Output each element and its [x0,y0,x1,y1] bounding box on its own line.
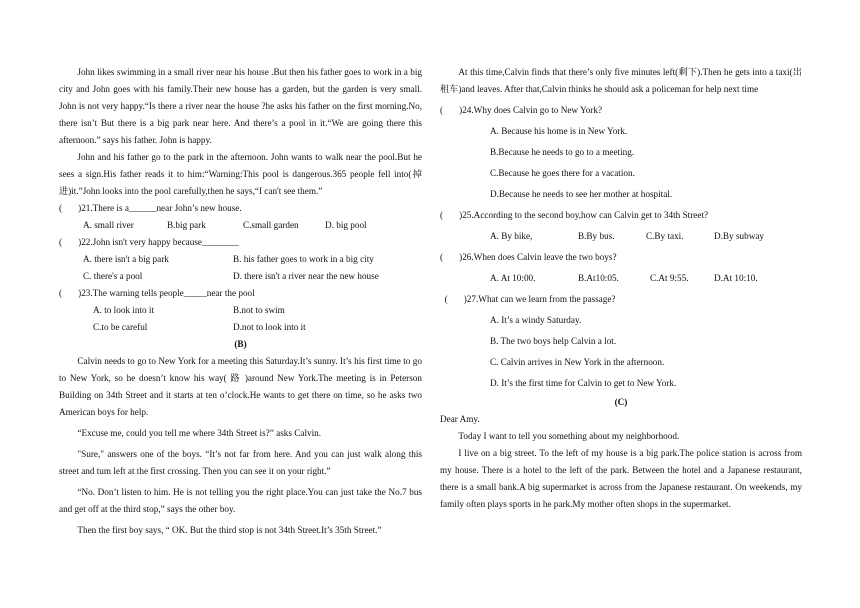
q22-option-c: C. there's a pool [83,271,143,281]
passage-a-paragraph-1: John likes swimming in a small river near his house .But then his father goes to work in a big city and John goes with his family.Their new house has a garden, but the garden is very small. John is not very happy.“Is there a river near the house ?he asks his father on the first morning.No, there isn’t But there is a big park near here. And there’s a pool in it.“We are going there this afternoon.” says his father. John is happy. [59,67,422,145]
question-25: ( )25.According to the second boy,how can Calvin get to 34th Street? [440,210,709,220]
q26-option-a: A. At 10:00. [490,273,536,283]
question-27: ( )27.What can we learn from the passage? [440,294,616,304]
q25-option-d: D.By subway [714,231,765,241]
passage-b-paragraph-1: Calvin needs to go to New York for a meeting this Saturday.It’s sunny. It’s his first time to go to New York, so he doesn’t know his way( 路 )around New York.The meeting is in Peterson Building on 34th Street and it starts at ten o’clock.He wants to get there on time, so he asks two American boys for help. [59,356,422,417]
right-column [440,64,802,513]
question-25-options [440,228,802,245]
q21-option-a: A. small river [83,220,134,230]
letter-paragraph-1: Today I want to tell you something about my neighborhood. [458,431,680,441]
question-24-options [440,123,802,203]
q22-option-a: A. there isn't a big park [83,254,169,264]
question-22-options-row2 [59,268,422,285]
q25-option-a: A. By bike, [490,231,533,241]
question-24: ( )24.Why does Calvin go to New York? [440,105,603,115]
q24-option-d: D.Because he needs to see her mother at hospital. [490,189,673,199]
question-26: ( )26.When does Calvin leave the two boys? [440,252,617,262]
left-column [59,64,422,539]
letter-paragraph-2: I live on a big street. To the left of my house is a big park.The police station is across from my house. There is a hotel to the left of the park. Between the hotel and a Japanese restaurant, there is a small bank.A big supermarket is across from the Japanese restaurant. On weekends, my family often plays sports in he park.My mother often shops in the supermarket. [440,448,802,509]
section-b-heading: (B) [234,339,247,349]
q26-option-c: C.At 9:55. [650,273,689,283]
passage-b-paragraph-4: “No. Don’t listen to him. He is not telling you the right place.You can just take the No.7 bus and get off at the third stop,” says the other boy. [59,487,422,514]
q27-option-a: A. It’s a windy Saturday. [490,315,582,325]
q21-option-d: D. big pool [325,220,367,230]
question-23: ( )23.The warning tells people_____near the pool [59,288,255,298]
letter-greeting: Dear Amy. [440,414,480,424]
passage-b-paragraph-2: “Excuse me, could you tell me where 34th Street is?” asks Calvin. [77,428,322,438]
q24-option-a: A. Because his home is in New York. [490,126,628,136]
q21-option-c: C.small garden [243,220,299,230]
q27-option-b: B. The two boys help Calvin a lot. [490,336,617,346]
q27-option-c: C. Calvin arrives in New York in the afternoon. [490,357,665,367]
q22-option-b: B. his father goes to work in a big city [233,254,374,264]
question-26-options [440,270,802,287]
q25-option-b: B.By bus. [578,231,615,241]
q22-option-d: D. there isn't a river near the new house [233,271,379,281]
question-27-options [440,312,802,392]
q23-option-c: C.to be careful [93,322,148,332]
q24-option-c: C.Because he goes there for a vacation. [490,168,635,178]
q25-option-c: C.By taxi. [646,231,684,241]
q26-option-b: B.At10:05. [578,273,619,283]
q24-option-b: B.Because he needs to go to a meeting. [490,147,635,157]
q27-option-d: D. It’s the first time for Calvin to get to New York. [490,378,677,388]
q23-option-a: A. to look into it [93,305,154,315]
passage-b-paragraph-3: "Sure," answers one of the boys. “It’s not far from here. And you can just walk along this street and tum left at the first crossing. Then you can see it on your right.” [59,449,422,476]
passage-a-paragraph-2: John and his father go to the park in the afternoon. John wants to walk near the pool.But he sees a sign.His father reads it to him:“Warning:This pool is dangerous.365 people fell into(掉进)it.”John looks into the pool carefully,then he says,“I can't see them.” [59,152,422,196]
question-23-options-row2 [59,319,422,336]
passage-b-paragraph-5: Then the first boy says, “ OK. But the third stop is not 34th Street.It’s 35th Street.” [77,525,382,535]
passage-b-paragraph-6: At this time,Calvin finds that there’s only five minutes left(剩下).Then he gets into a taxi(出租车)and leaves. After that,Calvin thinks he should ask a policeman for help next time [440,67,802,94]
question-22: ( )22.John isn't very happy because________ [59,237,239,247]
section-c-heading: (C) [614,397,628,407]
q23-option-d: D.not to look into it [233,322,306,332]
question-23-options-row1 [59,302,422,319]
question-21-options [59,217,422,234]
question-21: ( )21.There is a______near John’s new house. [59,203,242,213]
q26-option-d: D.At 10:10. [714,273,758,283]
q23-option-b: B.not to swim [233,305,285,315]
q21-option-b: B.big park [167,220,206,230]
question-22-options-row1 [59,251,422,268]
